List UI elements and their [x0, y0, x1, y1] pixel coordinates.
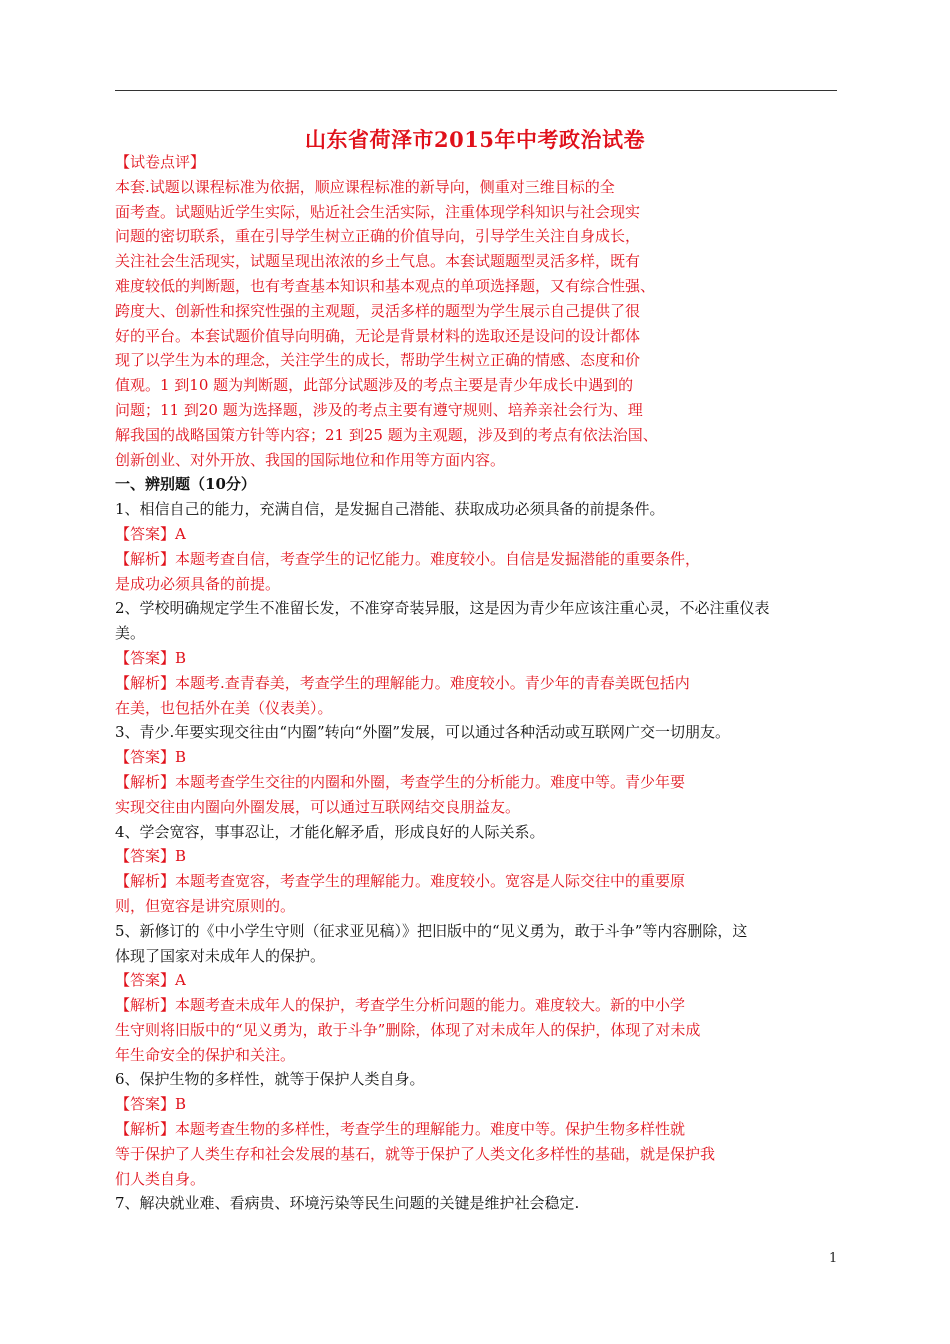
question-line: 体现了国家对未成年人的保护。 — [115, 946, 326, 965]
answer-line: 问题的密切联系，重在引导学生树立正确的价值导向，引导学生关注自身成长， — [115, 227, 641, 246]
answer-line: 面考查。试题贴近学生实际，贴近社会生活实际，注重体现学科知识与社会现实 — [115, 202, 641, 221]
question-line: 4、学会宽容，事事忍让，才能化解矛盾，形成良好的人际关系。 — [115, 822, 545, 841]
section-heading: 一、辨别题（10分） — [115, 475, 256, 494]
answer-line: 【解析】本题考查未成年人的保护，考查学生分析问题的能力。难度较大。新的中小学 — [115, 996, 686, 1015]
question-line: 2、学校明确规定学生不准留长发，不准穿奇装异服，这是因为青少年应该注重心灵，不必注重仪表 — [115, 599, 770, 618]
page-number: 1 — [829, 1251, 838, 1266]
header-rule — [115, 90, 837, 91]
answer-line: 则，但宽容是讲究原则的。 — [115, 896, 296, 915]
answer-line: 是成功必须具备的前提。 — [115, 574, 281, 593]
answer-line: 【试卷点评】 — [115, 153, 206, 171]
question-line: 1、相信自己的能力，充满自信，是发掘自己潜能、获取成功必须具备的前提条件。 — [115, 500, 665, 519]
answer-line: 本套.试题以课程标准为依据，顺应课程标准的新导向，侧重对三维目标的全 — [115, 177, 615, 196]
answer-line: 跨度大、创新性和探究性强的主观题，灵活多样的题型为学生展示自己提供了很 — [115, 301, 641, 320]
answer-line: 【解析】本题考查宽容，考查学生的理解能力。难度较小。宽容是人际交往中的重要原 — [115, 872, 686, 891]
answer-line: 生守则将旧版中的“见义勇为，敢于斗争”删除，体现了对未成年人的保护，体现了对未成 — [115, 1020, 701, 1039]
answer-line: 年生命安全的保护和关注。 — [115, 1045, 296, 1064]
answer-line: 好的平台。本套试题价值导向明确，无论是背景材料的选取还是设问的设计都体 — [115, 326, 641, 345]
answer-line: 【答案】B — [115, 648, 187, 667]
answer-line: 在美，也包括外在美（仪表美）。 — [115, 698, 333, 717]
answer-line: 关注社会生活现实，试题呈现出浓浓的乡土气息。本套试题题型灵活多样，既有 — [115, 252, 641, 271]
answer-line: 【解析】本题考查学生交往的内圈和外圈，考查学生的分析能力。难度中等。青少年要 — [115, 772, 686, 791]
answer-line: 解我国的战略国策方针等内容；21 到25 题为主观题，涉及到的考点有依法治国、 — [115, 425, 658, 444]
question-line: 6、保护生物的多样性，就等于保护人类自身。 — [115, 1070, 425, 1089]
answer-line: 问题；11 到20 题为选择题，涉及的考点主要有遵守规则、培养亲社会行为、理 — [115, 400, 643, 419]
answer-line: 【解析】本题考查自信，考查学生的记忆能力。难度较小。自信是发掘潜能的重要条件， — [115, 549, 701, 568]
answer-line: 难度较低的判断题，也有考查基本知识和基本观点的单项选择题，又有综合性强、 — [115, 276, 656, 295]
answer-line: 值观。1 到10 题为判断题，此部分试题涉及的考点主要是青少年成长中遇到的 — [115, 376, 634, 395]
answer-line: 【答案】A — [115, 524, 186, 543]
question-line: 3、青少.年要实现交往由“内圈”转向“外圈”发展，可以通过各种活动或互联网广交一切朋友。 — [115, 723, 730, 742]
answer-line: 等于保护了人类生存和社会发展的基石，就等于保护了人类文化多样性的基础，就是保护我 — [115, 1144, 716, 1163]
answer-line: 实现交往由内圈向外圈发展，可以通过互联网结交良朋益友。 — [115, 797, 521, 816]
answer-line: 【解析】本题考查生物的多样性，考查学生的理解能力。难度中等。保护生物多样性就 — [115, 1120, 686, 1139]
answer-line: 现了以学生为本的理念，关注学生的成长，帮助学生树立正确的情感、态度和价 — [115, 351, 641, 370]
answer-line: 【答案】A — [115, 971, 186, 990]
answer-line: 们人类自身。 — [115, 1169, 206, 1188]
page-title: 山东省荷泽市2015年中考政治试卷 — [305, 127, 645, 152]
question-line: 美。 — [115, 624, 146, 643]
answer-line: 【答案】B — [115, 1095, 187, 1114]
question-line: 5、新修订的《中小学生守则（征求亚见稿）》把旧版中的“见义勇为，敢于斗争”等内容删除，这 — [115, 921, 748, 940]
answer-line: 【答案】B — [115, 847, 187, 866]
answer-line: 【答案】B — [115, 748, 187, 767]
document-body — [115, 150, 840, 1216]
question-line: 7、解决就业难、看病贵、环境污染等民生问题的关键是维护社会稳定. — [115, 1194, 580, 1213]
answer-line: 创新创业、对外开放、我国的国际地位和作用等方面内容。 — [115, 450, 506, 469]
answer-line: 【解析】本题考.查青春美，考查学生的理解能力。难度较小。青少年的青春美既包括内 — [115, 673, 690, 692]
